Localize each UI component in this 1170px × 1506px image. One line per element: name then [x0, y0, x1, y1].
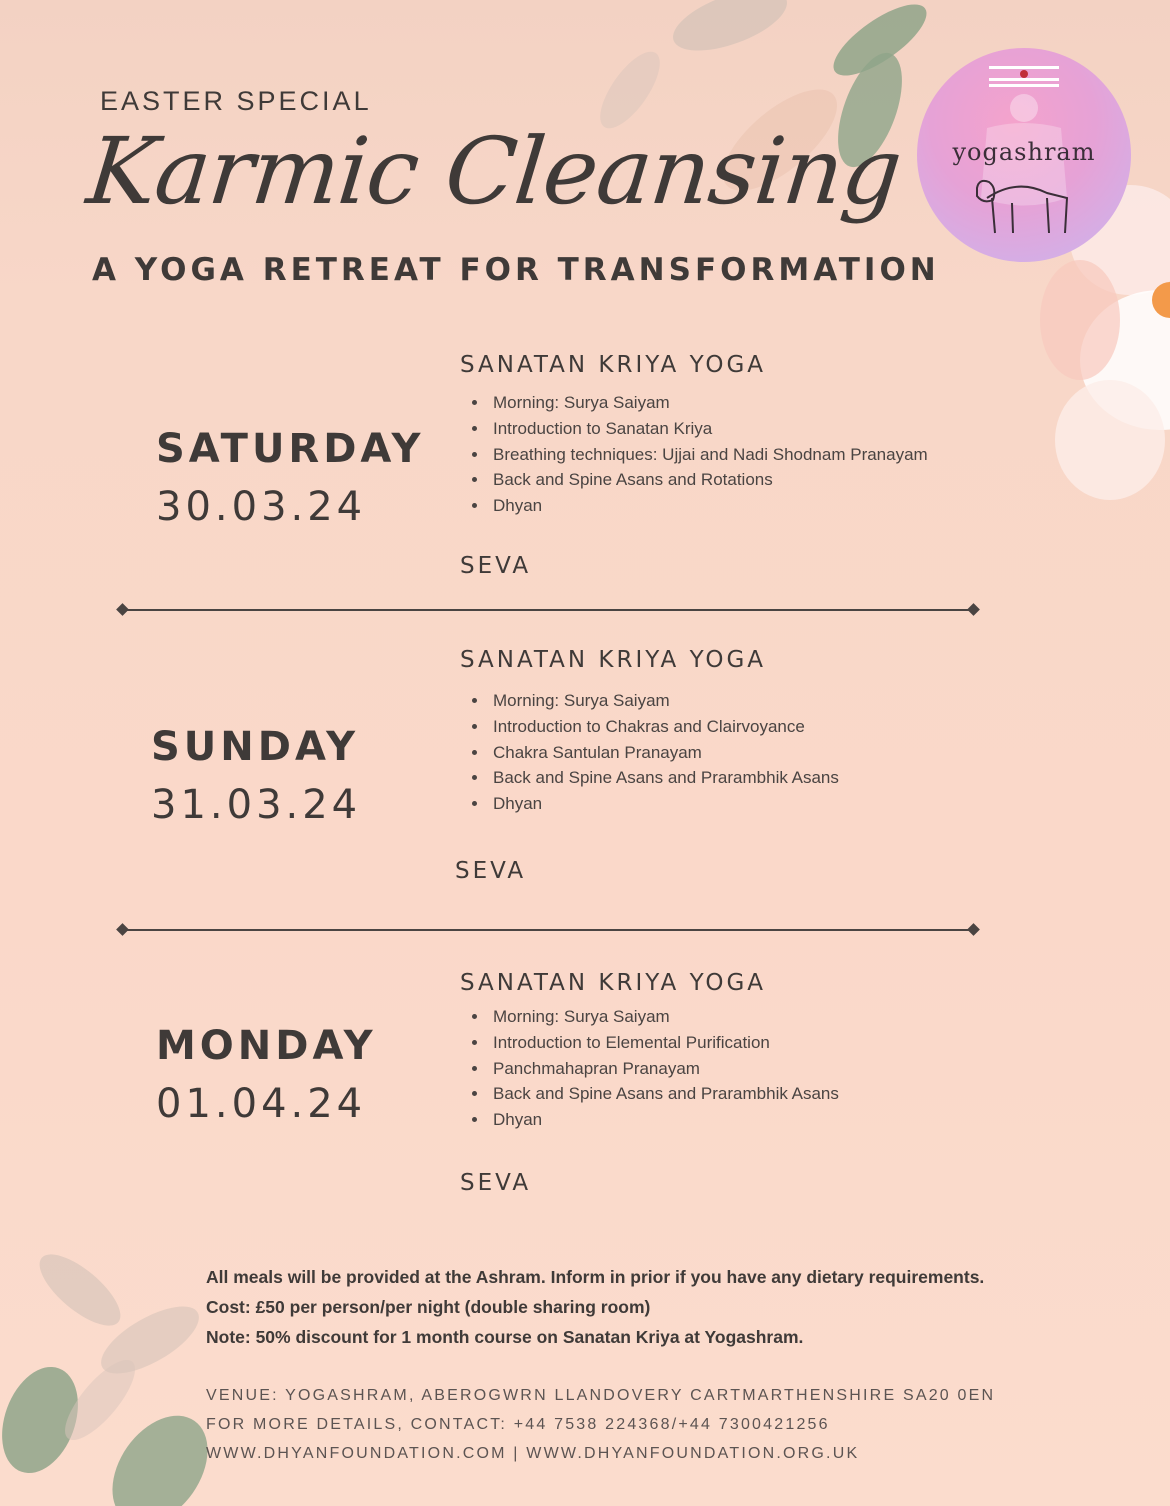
- list-item: Introduction to Sanatan Kriya: [460, 416, 928, 442]
- list-item: Back and Spine Asans and Rotations: [460, 467, 928, 493]
- discount-note: Note: 50% discount for 1 month course on Sanatan Kriya at Yogashram.: [206, 1327, 804, 1347]
- event-subtitle: A YOGA RETREAT FOR TRANSFORMATION: [92, 252, 940, 288]
- yogashram-logo: [917, 48, 1131, 262]
- seva-label: SEVA: [455, 858, 527, 884]
- event-eyebrow: EASTER SPECIAL: [100, 86, 372, 116]
- list-item: Morning: Surya Saiyam: [460, 390, 928, 416]
- list-item: Dhyan: [460, 1107, 839, 1133]
- list-item: Back and Spine Asans and Prarambhik Asans: [460, 765, 839, 791]
- list-item: Back and Spine Asans and Prarambhik Asans: [460, 1081, 839, 1107]
- event-title: Karmic Cleansing: [82, 118, 906, 225]
- meals-info: All meals will be provided at the Ashram. Inform in prior if you have any dietary requirements.: [206, 1267, 985, 1287]
- list-item: Introduction to Elemental Purification: [460, 1030, 839, 1056]
- list-item: Introduction to Chakras and Clairvoyance: [460, 714, 839, 740]
- list-item: Morning: Surya Saiyam: [460, 1004, 839, 1030]
- venue-address: VENUE: YOGASHRAM, ABEROGWRN LLANDOVERY CARTMARTHENSHIRE SA20 0EN: [206, 1387, 996, 1404]
- list-item: Morning: Surya Saiyam: [460, 688, 839, 714]
- list-item: Chakra Santulan Pranayam: [460, 740, 839, 766]
- list-item: Dhyan: [460, 493, 928, 519]
- schedule-list: [460, 390, 928, 519]
- day-name-saturday: SATURDAY: [156, 426, 425, 472]
- list-item: Panchmahapran Pranayam: [460, 1056, 839, 1082]
- section-divider: [122, 609, 974, 611]
- seva-label: SEVA: [460, 1170, 532, 1196]
- list-item: Breathing techniques: Ujjai and Nadi Shodnam Pranayam: [460, 442, 928, 468]
- day-name-monday: MONDAY: [156, 1023, 377, 1069]
- schedule-list: [460, 688, 839, 817]
- program-title: SANATAN KRIYA YOGA: [460, 352, 767, 378]
- day-name-sunday: SUNDAY: [151, 724, 360, 770]
- day-date-sunday: 31.03.24: [151, 782, 362, 828]
- day-date-saturday: 30.03.24: [156, 484, 367, 530]
- contact-phone[interactable]: FOR MORE DETAILS, CONTACT: +44 7538 224368/+44 7300421256: [206, 1416, 830, 1433]
- logo-text: yogashram: [952, 138, 1096, 166]
- day-date-monday: 01.04.24: [156, 1081, 367, 1127]
- program-title: SANATAN KRIYA YOGA: [460, 970, 767, 996]
- seva-label: SEVA: [460, 553, 532, 579]
- cost-info: Cost: £50 per person/per night (double sharing room): [206, 1297, 651, 1317]
- list-item: Dhyan: [460, 791, 839, 817]
- schedule-list: [460, 1004, 839, 1133]
- program-title: SANATAN KRIYA YOGA: [460, 647, 767, 673]
- leaf-cluster-bottom: [0, 1250, 260, 1506]
- website-links[interactable]: WWW.DHYANFOUNDATION.COM | WWW.DHYANFOUNDATION.ORG.UK: [206, 1445, 860, 1462]
- section-divider: [122, 929, 974, 931]
